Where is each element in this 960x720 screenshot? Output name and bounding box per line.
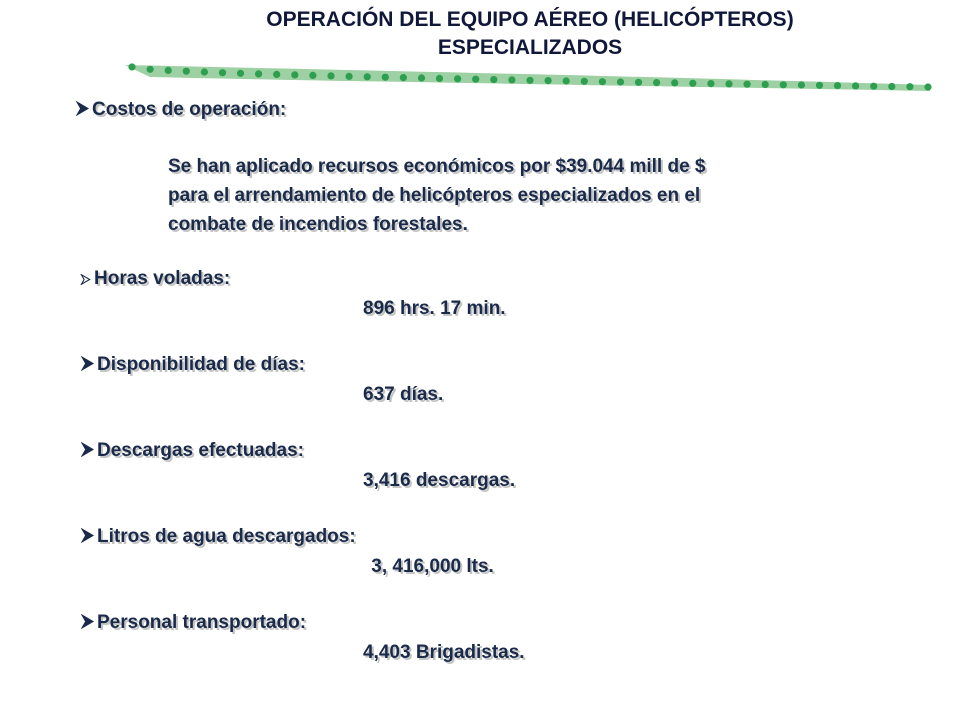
decorative-dot [291,71,298,78]
decorative-dot [418,74,425,81]
decorative-dot [454,75,461,82]
decorative-dot [707,80,714,87]
decorative-dot [309,72,316,79]
arrow-bullet-icon [75,101,90,116]
decorative-dot [689,80,696,87]
bullet-litros [80,525,356,549]
disponibilidad-label: Disponibilidad de días: [97,354,305,375]
decorative-dot [526,77,533,84]
decorative-dot [183,68,190,75]
costos-line-1: Se han aplicado recursos económicos por $39.044 mill de $ [168,156,706,177]
decorative-dot [219,69,226,76]
decorative-dot [255,70,262,77]
decorative-dot [744,81,751,88]
title-line-1: OPERACIÓN DEL EQUIPO AÉREO (HELICÓPTEROS) [266,8,794,31]
descargas-value: 3,416 descargas. [363,470,516,491]
litros-label: Litros de agua descargados: [97,526,356,547]
decorative-dot [888,83,895,90]
decorative-dot [798,81,805,88]
litros-value: 3, 416,000 lts. [366,556,494,577]
decorative-dot [165,67,172,74]
bullet-disponibilidad [80,353,305,377]
decorative-dot [273,71,280,78]
decorative-dot [563,77,570,84]
bullet-horas [80,267,230,291]
decorative-dot [816,82,823,89]
decorative-dot [346,73,353,80]
arrow-bullet-icon [80,528,95,543]
bullet-descargas [80,439,304,463]
decorative-dot [472,76,479,83]
decorative-dot [780,81,787,88]
decorative-dot [725,80,732,87]
personal-label: Personal transportado: [97,612,307,633]
decorative-dot [906,83,913,90]
decorative-dot [382,74,389,81]
costos-line-2: para el arrendamiento de helicópteros especializados en el [168,185,701,206]
costos-heading: Costos de operación: [92,99,287,120]
decorative-dot [436,75,443,82]
horas-label: Horas voladas: [94,268,231,289]
decorative-dot [128,63,135,70]
arrow-bullet-icon [80,614,95,629]
decorative-dot [237,70,244,77]
slide-title [180,6,880,62]
decorative-dot [201,68,208,75]
costos-line-3: combate de incendios forestales. [168,214,468,235]
personal-value: 4,403 Brigadistas. [363,642,525,663]
costos-description [168,152,868,239]
bullet-personal [80,611,306,635]
decorative-dot [581,78,588,85]
decorative-dot [924,83,931,90]
decorative-dot [508,76,515,83]
arrow-bullet-icon [80,442,95,457]
decorative-dot [762,81,769,88]
decorative-dot [617,78,624,85]
bullet-costos [75,98,286,122]
decorative-dotted-swoosh [0,55,960,100]
decorative-dot [490,76,497,83]
title-line-2: ESPECIALIZADOS [437,36,623,59]
disponibilidad-value: 637 días. [363,384,444,405]
arrow-bullet-icon [80,274,91,285]
decorative-dot [327,72,334,79]
decorative-dot [870,83,877,90]
decorative-dot [545,77,552,84]
descargas-label: Descargas efectuadas: [97,440,304,461]
decorative-dot [364,73,371,80]
horas-value: 896 hrs. 17 min. [363,298,506,319]
decorative-dot [834,82,841,89]
decorative-dot [635,79,642,86]
decorative-dot [147,66,154,73]
decorative-dot [671,79,678,86]
decorative-dot [599,78,606,85]
decorative-dot [400,74,407,81]
decorative-dot [653,79,660,86]
decorative-dot [852,82,859,89]
arrow-bullet-icon [80,356,95,371]
